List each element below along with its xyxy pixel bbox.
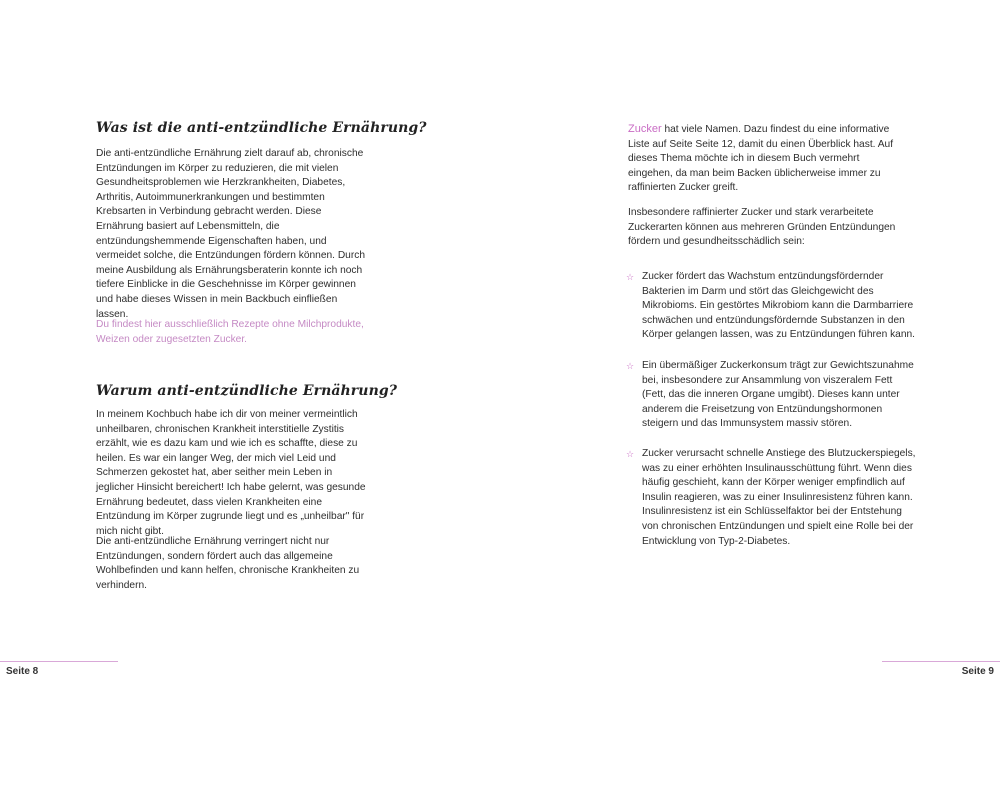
right-page <box>500 0 1000 800</box>
footer-rule-left <box>0 661 118 662</box>
list-item <box>626 270 916 343</box>
section-heading-what-is: Was ist die anti-entzündliche Ernährung? <box>96 120 427 136</box>
star-icon: ☆ <box>626 449 635 459</box>
section-paragraph-what-is: Die anti-entzündliche Ernährung zielt darauf ab, chronische Entzündungen im Körper zu reduzieren, die mit vielen Gesundheitsproblemen wie Herzkrankheiten, Diabetes, Arthritis, Autoimmunerkrankungen und bestimmten Krebsarten in Verbindung gebracht werden. Diese Ernährung basiert auf Lebensmitteln, die entzündungshemmende Eigenschaften haben, und vermeidet solche, die Entzündungen fördern können. Durch meine Ausbildung als Ernährungsberaterin konnte ich noch tiefere Einblicke in die Geschehnisse im Körper gewinnen und habe dieses Wissen in mein Backbuch einfließen lassen. <box>96 148 366 320</box>
section-paragraph-why-2: Die anti-entzündliche Ernährung verringert nicht nur Entzündungen, sondern fördert auch das allgemeine Wohlbefinden und kann helfen, chronische Krankheiten zu verhindern. <box>96 536 360 591</box>
star-icon: ☆ <box>626 361 635 371</box>
intro-text: hat viele Namen. Dazu findest du eine informative Liste auf Seite Seite 12, damit du einen Überblick hast. Auf dieses Thema möchte ich in diesem Buch vermehrt eingehen, da man beim Backen üblicherweise immer zu raffinierten Zucker greift. <box>628 124 894 194</box>
section-paragraph-why-1: In meinem Kochbuch habe ich dir von meiner vermeintlich unheilbaren, chronischen Krankheit interstitielle Zystitis erzählt, wie es dazu kam und wie ich es schaffte, diese zu heilen. Es war ein langer Weg, der mich viel Leid und Schmerzen gekostet hat, aber seither mein Leben in jeglicher Hinsicht bereichert! Ich habe gelernt, was gesunde Ernährung bedeutet, dass vielen Krankheiten eine Entzündung im Körper zugrunde liegt und es „unheilbar" für mich nicht gibt. <box>96 409 366 537</box>
reasons-intro-paragraph: Insbesondere raffinierter Zucker und stark verarbeitete Zuckerarten können aus mehreren Gründen Entzündungen fördern und gesundheitsschädlich sein: <box>628 207 896 248</box>
page-number-right: Seite 9 <box>961 666 994 677</box>
list-item <box>626 359 916 432</box>
list-item <box>626 447 916 549</box>
page-number-left: Seite 8 <box>6 666 39 677</box>
highlight-note: Du findest hier ausschließlich Rezepte ohne Milchprodukte, Weizen oder zugesetzten Zucker. <box>96 319 364 345</box>
list-item-text: Zucker verursacht schnelle Anstiege des Blutzuckerspiegels, was zu einer erhöhten Insulinausschüttung führt. Wenn dies häufig geschieht, kann der Körper weniger empfindlich auf Insulin reagieren, was zu einer Insulinresistenz führen kann. Insulinresistenz ist ein Schlüsselfaktor bei der Entstehung von chronischen Entzündungen und spielt eine Rolle bei der Entwicklung von Typ-2-Diabetes. <box>642 448 916 547</box>
list-item-text: Ein übermäßiger Zuckerkonsum trägt zur Gewichtszunahme bei, insbesondere zur Ansammlung von viszeralem Fett (Fett, das die inneren Organe umgibt). Dieses kann unter anderem die Freisetzung von Entzündungshormonen steigern und das Immunsystem massiv stören. <box>642 360 914 430</box>
section-heading-why: Warum anti-entzündliche Ernährung? <box>96 383 398 399</box>
footer-rule-right <box>882 661 1000 662</box>
intro-paragraph <box>628 122 902 196</box>
accent-word: Zucker <box>628 123 662 135</box>
list-item-text: Zucker fördert das Wachstum entzündungsfördernder Bakterien im Darm und stört das Gleichgewicht des Mikrobioms. Ein gestörtes Mikrobiom kann die Darmbarriere schwächen und entzündungsfördernde Substanzen in den Körper gelangen lassen, was zu Entzündungen führen kann. <box>642 271 915 341</box>
star-icon: ☆ <box>626 272 635 282</box>
